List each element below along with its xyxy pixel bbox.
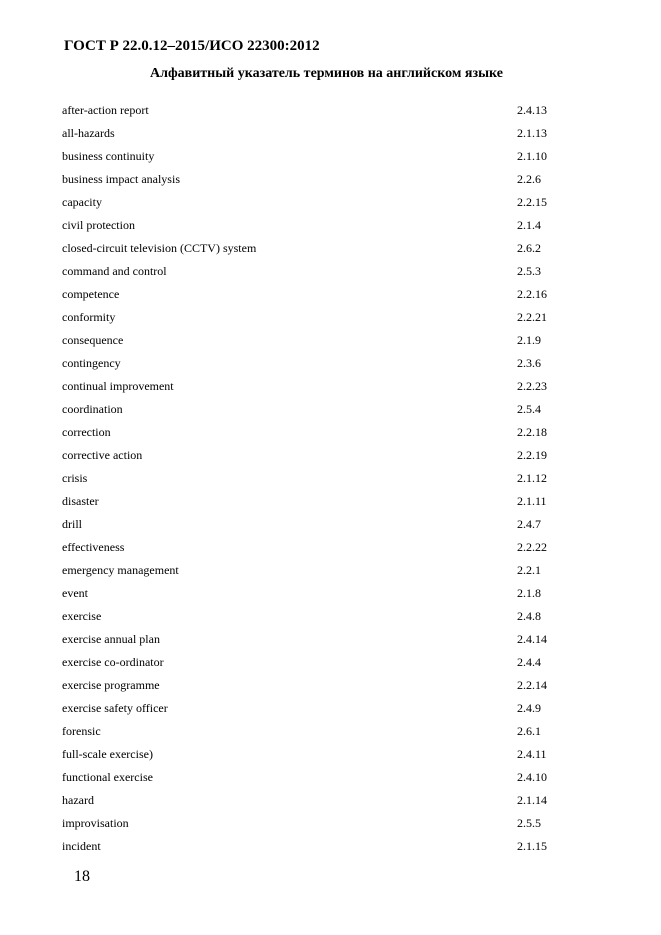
terms-index-list: [62, 101, 562, 860]
term-reference: 2.5.3: [517, 264, 541, 278]
term-reference: 2.2.18: [517, 425, 547, 439]
term-reference: 2.2.1: [517, 563, 541, 577]
list-item: [62, 814, 562, 837]
list-item: [62, 147, 562, 170]
list-item: [62, 584, 562, 607]
list-item: [62, 170, 562, 193]
list-item: [62, 124, 562, 147]
term-name: business impact analysis: [62, 172, 180, 186]
term-name: effectiveness: [62, 540, 125, 554]
list-item: [62, 262, 562, 285]
term-name: full-scale exercise): [62, 747, 153, 761]
term-reference: 2.6.1: [517, 724, 541, 738]
list-item: [62, 377, 562, 400]
term-reference: 2.2.23: [517, 379, 547, 393]
list-item: [62, 193, 562, 216]
term-name: forensic: [62, 724, 101, 738]
term-name: continual improvement: [62, 379, 174, 393]
term-name: all-hazards: [62, 126, 115, 140]
list-item: [62, 653, 562, 676]
term-name: disaster: [62, 494, 99, 508]
list-item: [62, 791, 562, 814]
term-reference: 2.2.15: [517, 195, 547, 209]
term-reference: 2.5.5: [517, 816, 541, 830]
list-item: [62, 837, 562, 860]
term-name: exercise safety officer: [62, 701, 168, 715]
term-reference: 2.4.10: [517, 770, 547, 784]
list-item: [62, 607, 562, 630]
term-reference: 2.2.16: [517, 287, 547, 301]
term-name: after-action report: [62, 103, 149, 117]
term-name: drill: [62, 517, 82, 531]
term-reference: 2.2.21: [517, 310, 547, 324]
term-reference: 2.5.4: [517, 402, 541, 416]
term-name: consequence: [62, 333, 124, 347]
list-item: [62, 216, 562, 239]
list-item: [62, 538, 562, 561]
term-name: event: [62, 586, 88, 600]
term-name: corrective action: [62, 448, 143, 462]
list-item: [62, 446, 562, 469]
term-reference: 2.2.19: [517, 448, 547, 462]
term-reference: 2.4.13: [517, 103, 547, 117]
term-reference: 2.1.13: [517, 126, 547, 140]
term-name: improvisation: [62, 816, 129, 830]
term-reference: 2.1.10: [517, 149, 547, 163]
term-name: civil protection: [62, 218, 135, 232]
index-title: Алфавитный указатель терминов на английском языке: [150, 66, 503, 81]
term-name: hazard: [62, 793, 94, 807]
document-header: ГОСТ Р 22.0.12–2015/ИСО 22300:2012: [64, 38, 320, 54]
term-reference: 2.1.15: [517, 839, 547, 853]
term-name: incident: [62, 839, 101, 853]
page-number: 18: [74, 868, 90, 885]
list-item: [62, 285, 562, 308]
term-reference: 2.1.14: [517, 793, 547, 807]
list-item: [62, 722, 562, 745]
term-reference: 2.1.8: [517, 586, 541, 600]
term-reference: 2.4.8: [517, 609, 541, 623]
term-reference: 2.6.2: [517, 241, 541, 255]
term-name: emergency management: [62, 563, 179, 577]
term-name: competence: [62, 287, 120, 301]
term-name: capacity: [62, 195, 102, 209]
term-name: coordination: [62, 402, 123, 416]
term-reference: 2.2.6: [517, 172, 541, 186]
list-item: [62, 400, 562, 423]
list-item: [62, 423, 562, 446]
list-item: [62, 676, 562, 699]
term-reference: 2.2.22: [517, 540, 547, 554]
term-name: functional exercise: [62, 770, 153, 784]
list-item: [62, 101, 562, 124]
list-item: [62, 331, 562, 354]
list-item: [62, 492, 562, 515]
list-item: [62, 745, 562, 768]
term-reference: 2.4.4: [517, 655, 541, 669]
list-item: [62, 768, 562, 791]
term-reference: 2.1.12: [517, 471, 547, 485]
list-item: [62, 354, 562, 377]
term-reference: 2.4.11: [517, 747, 547, 761]
list-item: [62, 308, 562, 331]
list-item: [62, 561, 562, 584]
term-reference: 2.1.9: [517, 333, 541, 347]
term-name: conformity: [62, 310, 116, 324]
term-name: crisis: [62, 471, 88, 485]
term-name: closed-circuit television (CCTV) system: [62, 241, 257, 255]
term-reference: 2.4.7: [517, 517, 541, 531]
term-name: exercise annual plan: [62, 632, 160, 646]
term-name: correction: [62, 425, 111, 439]
term-reference: 2.2.14: [517, 678, 547, 692]
term-name: exercise programme: [62, 678, 160, 692]
term-reference: 2.4.14: [517, 632, 547, 646]
term-name: contingency: [62, 356, 121, 370]
term-name: exercise co-ordinator: [62, 655, 164, 669]
term-name: business continuity: [62, 149, 155, 163]
list-item: [62, 239, 562, 262]
term-reference: 2.3.6: [517, 356, 541, 370]
term-reference: 2.1.4: [517, 218, 541, 232]
term-reference: 2.1.11: [517, 494, 547, 508]
list-item: [62, 699, 562, 722]
list-item: [62, 469, 562, 492]
term-reference: 2.4.9: [517, 701, 541, 715]
term-name: exercise: [62, 609, 102, 623]
term-name: command and control: [62, 264, 167, 278]
list-item: [62, 515, 562, 538]
list-item: [62, 630, 562, 653]
